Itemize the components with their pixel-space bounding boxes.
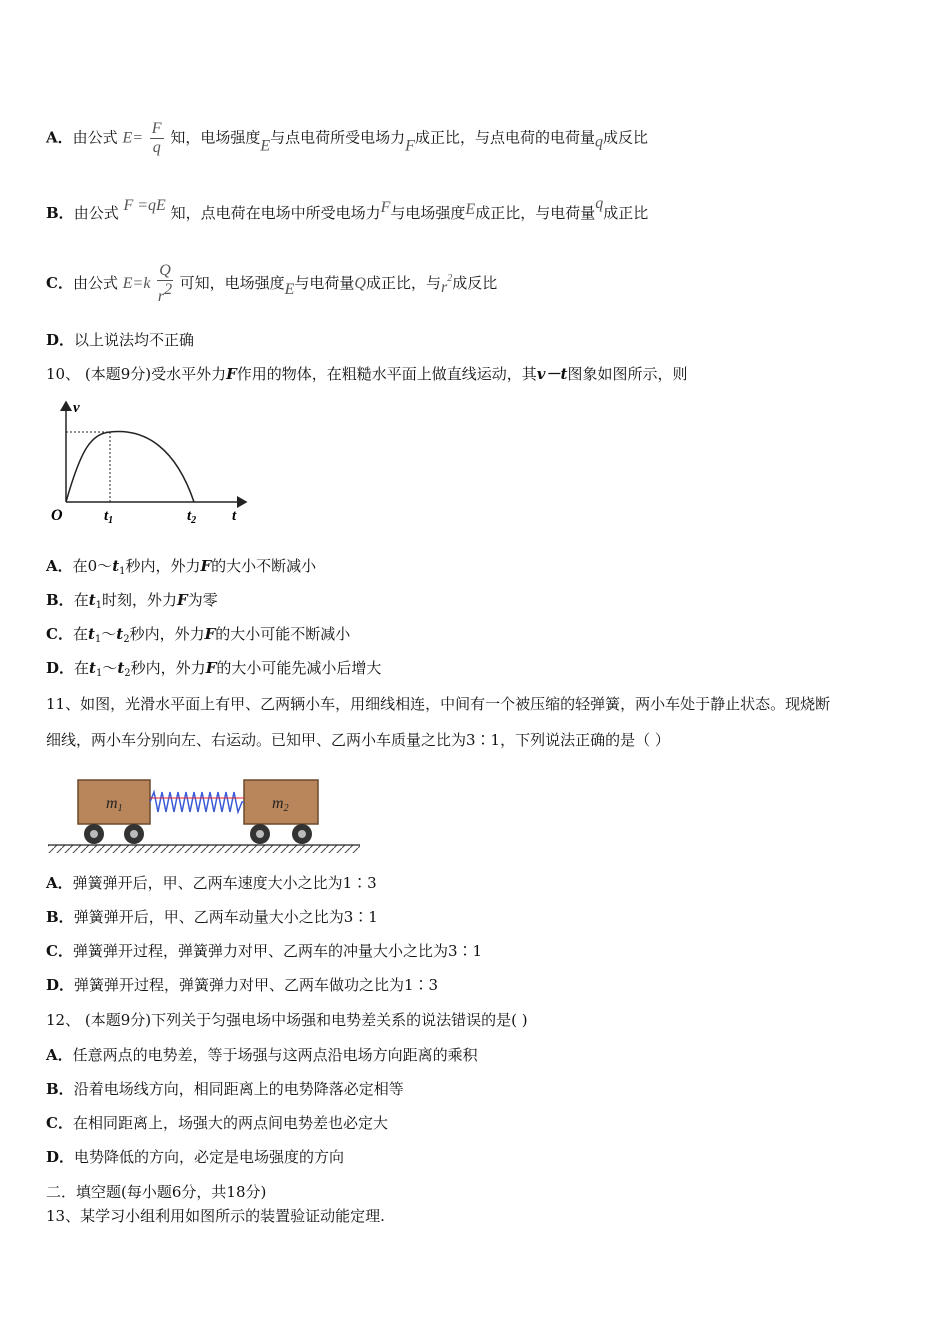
q11-stem-line2: 细线，两小车分别向左、右运动。已知甲、乙两小车质量之比为3∶1，下列说法正确的是（ ） bbox=[46, 731, 670, 749]
q12-option-d: D．电势降低的方向，必定是电场强度的方向 bbox=[46, 1148, 345, 1166]
v-label: v bbox=[73, 400, 80, 416]
formula-fraction: $\frac{F}{q}$ bbox=[151, 120, 162, 156]
spring bbox=[150, 792, 244, 812]
q10-option-b: B．在$t_1$时刻，外力F为零 bbox=[46, 591, 218, 611]
carts-figure bbox=[46, 768, 366, 860]
q11-option-b: B．弹簧弹开后，甲、乙两车动量大小之比为3∶1 bbox=[46, 908, 378, 926]
vt-graph bbox=[46, 394, 256, 528]
cart-2-wheels bbox=[250, 824, 312, 844]
q12-option-a: A．任意两点的电势差，等于场强与这两点沿电场方向距离的乘积 bbox=[46, 1046, 478, 1064]
q12-option-c: C．在相同距离上，场强大的两点间电势差也必定大 bbox=[46, 1114, 388, 1132]
q10-option-d: D．在$t_1\sim t_2$秒内，外力F的大小可能先减小后增大 bbox=[46, 659, 382, 679]
vt-curve bbox=[66, 432, 194, 502]
q10-stem: 10、 (本题9分)受水平外力F作用的物体，在粗糙水平面上做直线运动，其v－t图象如图所示，则 bbox=[46, 365, 688, 383]
formula-fraction: $\frac{Q}{r2}$ bbox=[157, 262, 173, 305]
q9-option-d: D．以上说法均不正确 bbox=[46, 331, 195, 349]
q9-option-a: A．由公式 E= $\frac{F}{q}$ 知，电场强度E与点电荷所受电场力F成正比，与点电荷的电荷量q成反比 bbox=[46, 120, 648, 156]
q11-stem-line1: 11、如图，光滑水平面上有甲、乙两辆小车，用细线相连，中间有一个被压缩的轻弹簧，两小车处于静止状态。现烧断 bbox=[46, 695, 831, 713]
t2-label: $t_2$ bbox=[187, 508, 197, 526]
q13-stem: 13、某学习小组利用如图所示的装置验证动能定理. bbox=[46, 1207, 385, 1225]
ground-hatch bbox=[48, 845, 360, 853]
q9-option-b: B．由公式 F =qE 知，点电荷在电场中所受电场力F与电场强度E成正比，与电荷量q成正比 bbox=[46, 195, 649, 222]
q11-option-a: A．弹簧弹开后，甲、乙两车速度大小之比为1∶3 bbox=[46, 874, 377, 892]
q11-option-d: D．弹簧弹开过程，弹簧弹力对甲、乙两车做功之比为1∶3 bbox=[46, 976, 439, 994]
m2-label: m2 bbox=[272, 795, 289, 814]
q12-option-b: B．沿着电场线方向，相同距离上的电势降落必定相等 bbox=[46, 1080, 404, 1098]
q11-option-c: C．弹簧弹开过程，弹簧弹力对甲、乙两车的冲量大小之比为3∶1 bbox=[46, 942, 483, 960]
t1-label: $t_1$ bbox=[104, 508, 114, 526]
t-label: t bbox=[232, 508, 237, 524]
m1-label: m1 bbox=[106, 795, 123, 814]
section-heading: 二．填空题(每小题6分，共18分) bbox=[46, 1183, 267, 1201]
q10-option-c: C．在$t_1\sim t_2$秒内，外力F的大小可能不断减小 bbox=[46, 625, 351, 645]
q9-option-c: C．由公式 E=k $\frac{Q}{r2}$ 可知，电场强度E与电荷量Q成正比，与$r^2$成反比 bbox=[46, 262, 498, 305]
origin-label: O bbox=[51, 507, 63, 524]
cart-1-wheels bbox=[84, 824, 144, 844]
q10-option-a: A．在$0\sim t_1$秒内，外力F的大小不断减小 bbox=[46, 557, 317, 577]
q12-stem: 12、 (本题9分)下列关于匀强电场中场强和电势差关系的说法错误的是( ) bbox=[46, 1011, 528, 1029]
